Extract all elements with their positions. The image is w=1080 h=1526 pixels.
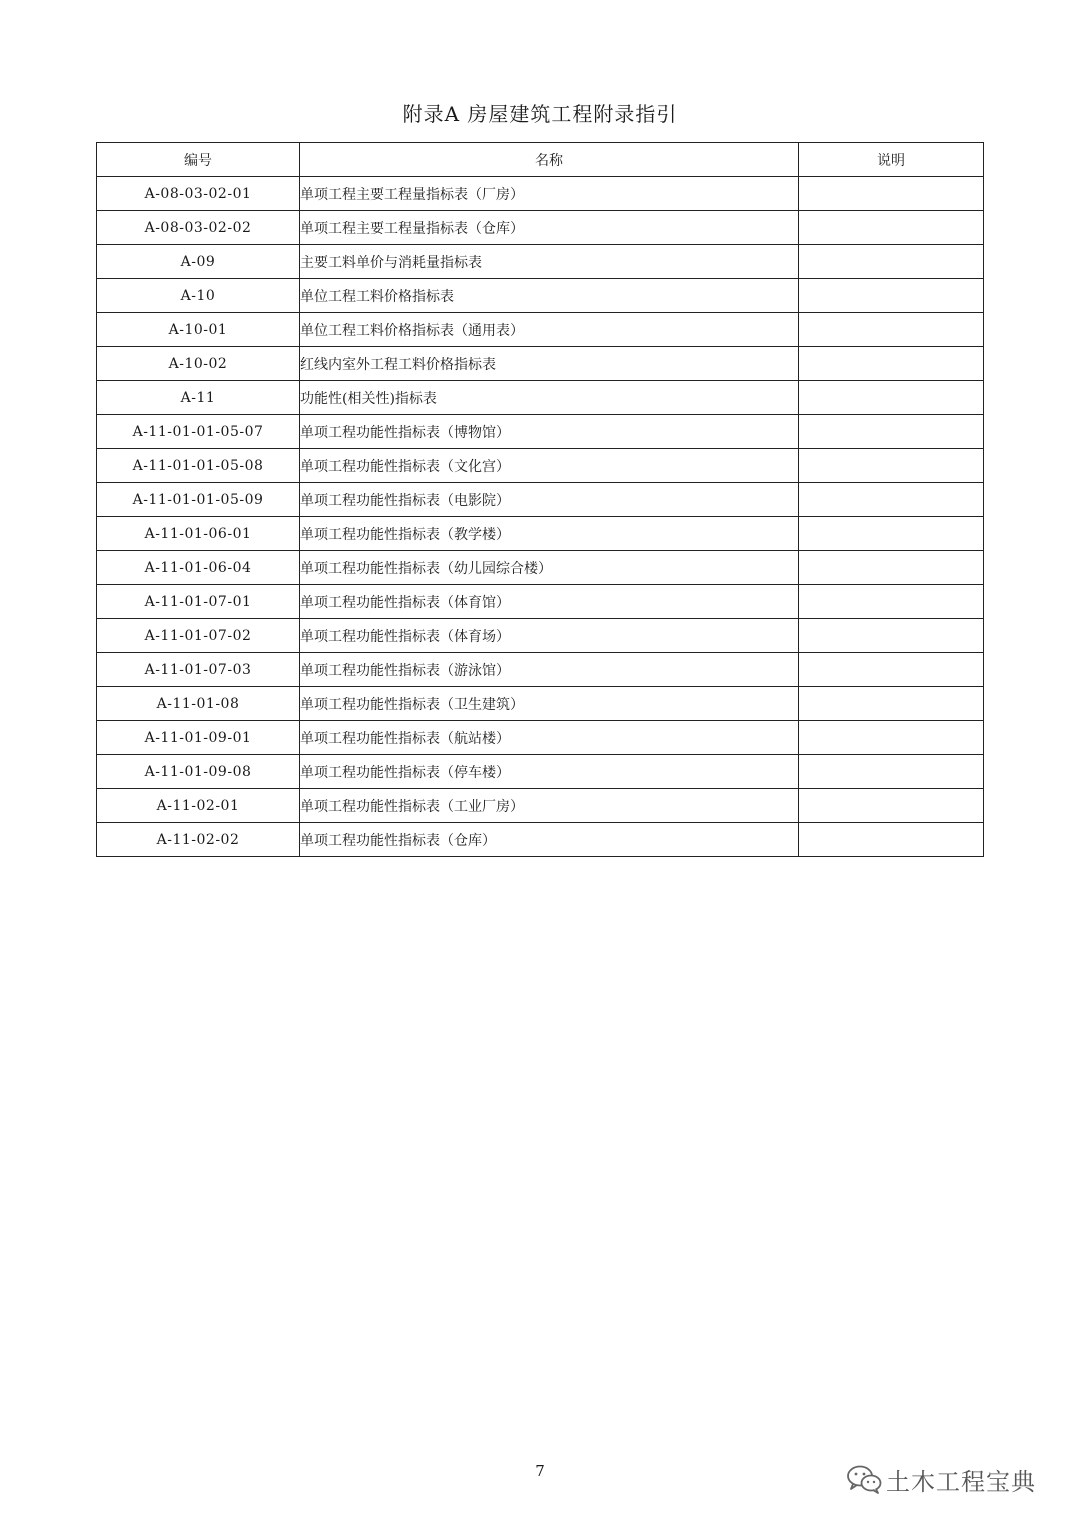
table-row (97, 823, 984, 857)
cell-code: A-09 (97, 245, 300, 279)
cell-code: A-10 (97, 279, 300, 313)
cell-code: A-11-01-07-02 (97, 619, 300, 653)
table-row (97, 245, 984, 279)
cell-note (799, 585, 984, 619)
table-row (97, 177, 984, 211)
page-title: 附录A 房屋建筑工程附录指引 (402, 102, 678, 126)
cell-name: 功能性(相关性)指标表 (300, 381, 799, 415)
cell-note (799, 177, 984, 211)
cell-code: A-11-01-07-03 (97, 653, 300, 687)
table-row (97, 585, 984, 619)
cell-name: 单位工程工料价格指标表 (300, 279, 799, 313)
page-number: 7 (535, 1462, 545, 1480)
cell-note (799, 483, 984, 517)
cell-name: 单项工程功能性指标表（体育馆） (300, 585, 799, 619)
wechat-icon (846, 1464, 882, 1494)
cell-name: 单项工程功能性指标表（教学楼） (300, 517, 799, 551)
cell-code: A-11-01-08 (97, 687, 300, 721)
cell-note (799, 755, 984, 789)
cell-name: 单项工程功能性指标表（文化宫） (300, 449, 799, 483)
cell-code: A-11 (97, 381, 300, 415)
cell-note (799, 347, 984, 381)
cell-code: A-11-01-09-08 (97, 755, 300, 789)
table-row (97, 789, 984, 823)
cell-name: 单项工程功能性指标表（游泳馆） (300, 653, 799, 687)
watermark-text: 土木工程宝典 (886, 1467, 1036, 1496)
cell-note (799, 789, 984, 823)
cell-note (799, 211, 984, 245)
table-row (97, 551, 984, 585)
cell-code: A-11-01-01-05-07 (97, 415, 300, 449)
cell-name: 单项工程功能性指标表（仓库） (300, 823, 799, 857)
cell-name: 单项工程主要工程量指标表（厂房） (300, 177, 799, 211)
table-row (97, 415, 984, 449)
cell-name: 单项工程功能性指标表（幼儿园综合楼） (300, 551, 799, 585)
table-row (97, 721, 984, 755)
appendix-table (96, 142, 984, 857)
cell-code: A-11-01-09-01 (97, 721, 300, 755)
cell-note (799, 551, 984, 585)
table-row (97, 517, 984, 551)
table-row (97, 619, 984, 653)
watermark (846, 1462, 1036, 1496)
cell-code: A-11-01-06-04 (97, 551, 300, 585)
cell-note (799, 313, 984, 347)
table-row (97, 279, 984, 313)
cell-name: 单项工程功能性指标表（体育场） (300, 619, 799, 653)
cell-name: 单位工程工料价格指标表（通用表） (300, 313, 799, 347)
cell-name: 单项工程功能性指标表（卫生建筑） (300, 687, 799, 721)
cell-name: 单项工程功能性指标表（博物馆） (300, 415, 799, 449)
cell-code: A-11-01-07-01 (97, 585, 300, 619)
cell-code: A-11-01-01-05-08 (97, 449, 300, 483)
cell-note (799, 619, 984, 653)
header-code: 编号 (97, 143, 300, 177)
cell-code: A-10-01 (97, 313, 300, 347)
table-row (97, 755, 984, 789)
cell-code: A-08-03-02-02 (97, 211, 300, 245)
cell-code: A-10-02 (97, 347, 300, 381)
cell-note (799, 449, 984, 483)
header-row (97, 143, 984, 177)
cell-note (799, 721, 984, 755)
table-row (97, 653, 984, 687)
cell-name: 单项工程功能性指标表（电影院） (300, 483, 799, 517)
cell-code: A-11-01-06-01 (97, 517, 300, 551)
table-body (97, 177, 984, 857)
header-name: 名称 (300, 143, 799, 177)
table-row (97, 449, 984, 483)
cell-code: A-11-02-02 (97, 823, 300, 857)
cell-name: 主要工料单价与消耗量指标表 (300, 245, 799, 279)
cell-name: 单项工程功能性指标表（工业厂房） (300, 789, 799, 823)
table-row (97, 381, 984, 415)
cell-code: A-08-03-02-01 (97, 177, 300, 211)
cell-note (799, 415, 984, 449)
cell-name: 单项工程功能性指标表（停车楼） (300, 755, 799, 789)
cell-name: 红线内室外工程工料价格指标表 (300, 347, 799, 381)
cell-note (799, 823, 984, 857)
cell-note (799, 517, 984, 551)
cell-name: 单项工程功能性指标表（航站楼） (300, 721, 799, 755)
cell-note (799, 653, 984, 687)
table-row (97, 347, 984, 381)
header-note: 说明 (799, 143, 984, 177)
table-row (97, 687, 984, 721)
cell-code: A-11-02-01 (97, 789, 300, 823)
cell-note (799, 245, 984, 279)
table-row (97, 211, 984, 245)
cell-code: A-11-01-01-05-09 (97, 483, 300, 517)
cell-name: 单项工程主要工程量指标表（仓库） (300, 211, 799, 245)
cell-note (799, 279, 984, 313)
table-row (97, 313, 984, 347)
cell-note (799, 381, 984, 415)
table-row (97, 483, 984, 517)
table-header (97, 143, 984, 177)
cell-note (799, 687, 984, 721)
